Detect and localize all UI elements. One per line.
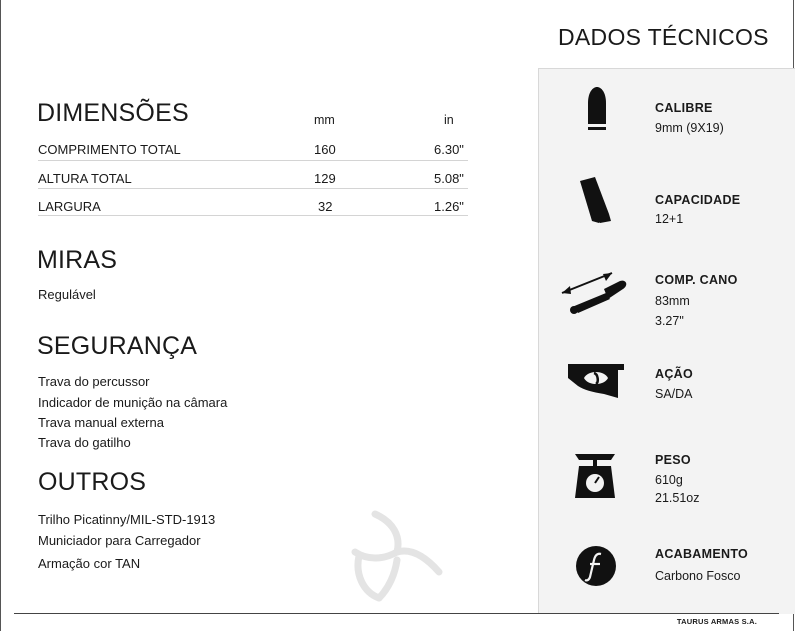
dimension-row-mm: 129 — [314, 171, 336, 186]
sights-title: MIRAS — [37, 246, 118, 274]
sights-item: Regulável — [38, 287, 96, 302]
other-item: Armação cor TAN — [38, 556, 141, 571]
scale-icon — [573, 453, 617, 499]
safety-item: Trava do percussor — [38, 374, 150, 389]
spec-label-peso: PESO — [655, 453, 691, 467]
footer-divider — [14, 613, 779, 614]
safety-item: Indicador de munição na câmara — [38, 395, 228, 410]
spec-value: Carbono Fosco — [655, 569, 741, 583]
magazine-icon — [579, 176, 613, 224]
spec-label-acabamento: ACABAMENTO — [655, 547, 749, 561]
barrel-length-icon — [560, 265, 630, 315]
footer-brand: TAURUS ARMAS S.A. — [676, 617, 757, 626]
spec-value: 3.27" — [655, 314, 684, 328]
row-divider — [38, 215, 468, 216]
page-border-left — [0, 0, 1, 631]
spec-label-capacidade: CAPACIDADE — [655, 193, 741, 207]
safety-item: Trava manual externa — [38, 415, 164, 430]
spec-label-comp-cano: COMP. CANO — [655, 273, 738, 287]
cartridge-icon — [585, 86, 609, 132]
spec-value: 21.51oz — [655, 491, 700, 505]
spec-value: 9mm (9X19) — [655, 121, 724, 135]
finish-f-icon — [575, 545, 617, 587]
panel-title: DADOS TÉCNICOS — [558, 24, 769, 50]
dimension-row-mm: 160 — [314, 142, 336, 157]
other-item: Trilho Picatinny/MIL-STD-1913 — [38, 512, 216, 527]
row-divider — [38, 188, 468, 189]
spec-label-acao: AÇÃO — [655, 367, 694, 381]
row-divider — [38, 160, 468, 161]
spec-value: 610g — [655, 473, 683, 487]
dimension-row-label: LARGURA — [38, 199, 101, 214]
dimension-row-mm: 32 — [318, 199, 333, 214]
spec-label-calibre: CALIBRE — [655, 101, 713, 115]
other-item: Municiador para Carregador — [38, 533, 201, 548]
unit-mm-header: mm — [314, 113, 335, 127]
dimension-row-label: COMPRIMENTO TOTAL — [38, 142, 181, 157]
spec-value: 83mm — [655, 294, 690, 308]
safety-title: SEGURANÇA — [37, 332, 198, 360]
dimension-row-in: 1.26" — [434, 199, 464, 214]
spec-value: SA/DA — [655, 387, 693, 401]
dimension-row-in: 5.08" — [434, 171, 464, 186]
unit-in-header: in — [444, 113, 454, 127]
safety-item: Trava do gatilho — [38, 435, 131, 450]
other-title: OUTROS — [38, 468, 147, 496]
bull-logo-watermark-icon — [345, 508, 445, 604]
trigger-action-icon — [568, 364, 624, 400]
spec-value: 12+1 — [655, 212, 684, 226]
specs-panel — [538, 68, 795, 614]
dimensions-title: DIMENSÕES — [37, 99, 189, 127]
dimension-row-in: 6.30" — [434, 142, 464, 157]
dimension-row-label: ALTURA TOTAL — [38, 171, 132, 186]
